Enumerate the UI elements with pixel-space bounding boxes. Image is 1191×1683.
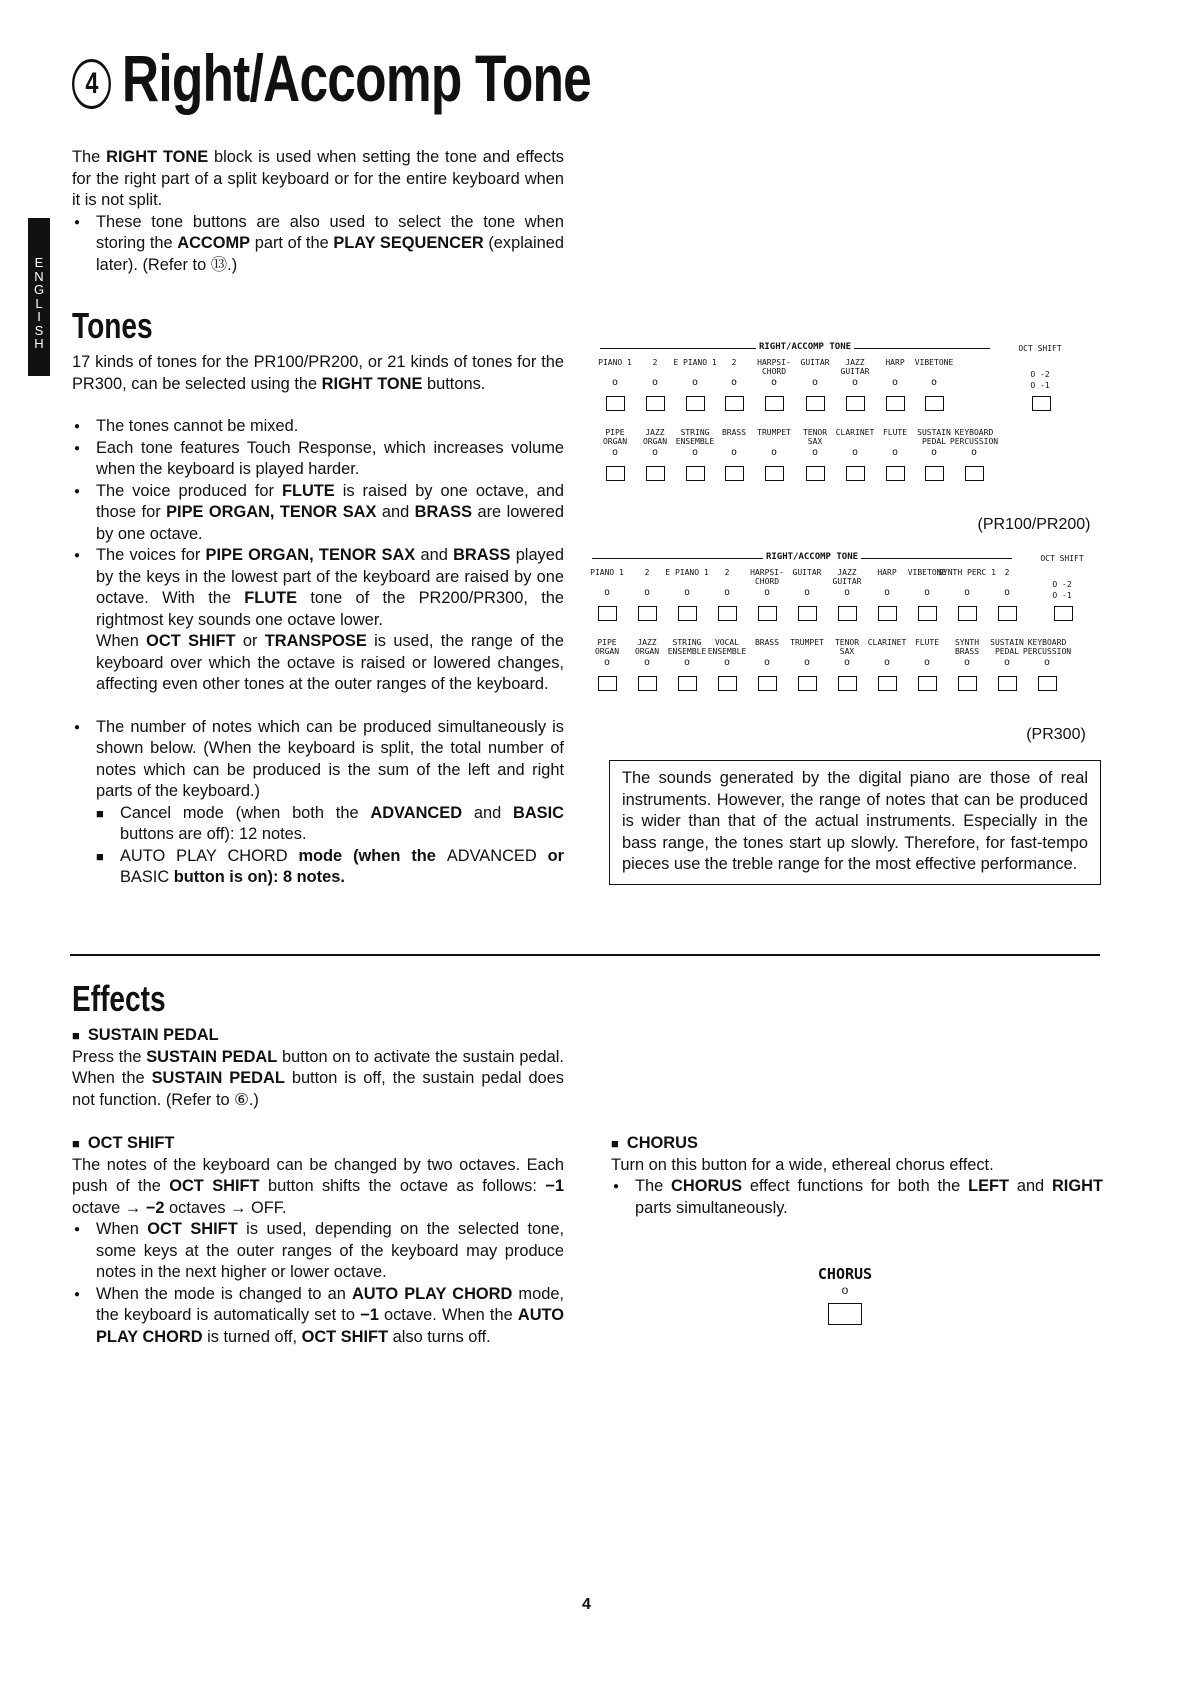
tone-button[interactable]: [838, 676, 857, 691]
tone-label: CLARINET: [867, 638, 907, 647]
tone-label: TRUMPET: [757, 428, 791, 437]
tones-bullet: ● The voice produced for FLUTE is raised by one octave, and those for PIPE ORGAN, TENOR SAX and BRASS are lowered by one octave.: [72, 481, 564, 546]
sustain-text: Press the SUSTAIN PEDAL button on to activate the sustain pedal. When the SUSTAIN PEDAL button is off, the sustain pedal does not function. (Refer to ⑥.): [72, 1047, 564, 1109]
tone-label: HARP: [885, 358, 905, 367]
tone-label: VIBETONE: [907, 568, 947, 577]
tone-label: SUSTAIN PEDAL: [917, 428, 951, 446]
tone-button[interactable]: [878, 676, 897, 691]
tone-led: o: [612, 447, 619, 458]
tone-button[interactable]: [606, 396, 625, 411]
tone-label: STRING ENSEMBLE: [675, 428, 715, 446]
tone-led: o: [771, 377, 778, 388]
sustain-section: [72, 1025, 564, 1111]
tone-label: VIBETONE: [914, 358, 954, 367]
tone-led: o: [812, 447, 819, 458]
tone-led: o: [884, 587, 891, 598]
tone-label: HARP: [877, 568, 897, 577]
tones-bullet: ● The tones cannot be mixed.: [72, 416, 564, 438]
tone-led: o: [692, 447, 699, 458]
tone-button[interactable]: [806, 396, 825, 411]
chorus-button[interactable]: [828, 1303, 862, 1325]
tone-label: HARPSI- CHORD: [750, 568, 784, 586]
tone-led: o: [804, 657, 811, 668]
tone-label: TENOR SAX: [834, 638, 860, 656]
tone-button[interactable]: [725, 466, 744, 481]
tone-label: 2: [652, 358, 658, 367]
tone-label: PIANO 1: [590, 568, 624, 577]
tone-label: SYNTH BRASS: [954, 638, 980, 656]
tones-bullet: ● The voices for PIPE ORGAN, TENOR SAX and BRASS played by the keys in the lowest part of the keyboard are raised by one octave. With the FLUTE tone of the PR200/PR300, the rightmost key sounds one octave lower.: [72, 545, 564, 631]
tone-button[interactable]: [725, 396, 744, 411]
tone-led: o: [684, 587, 691, 598]
tone-label: FLUTE: [914, 638, 940, 647]
tone-label: PIANO 1: [598, 358, 632, 367]
tone-button[interactable]: [846, 466, 865, 481]
chorus-panel: [800, 1265, 890, 1330]
chorus-section: [611, 1133, 1103, 1219]
language-tab: [28, 218, 50, 376]
tone-button[interactable]: [838, 606, 857, 621]
tone-label: KEYBOARD PERCUSSION: [949, 428, 999, 446]
tone-button[interactable]: [886, 466, 905, 481]
effects-heading: Effects: [72, 978, 166, 1019]
section-divider: [70, 954, 1100, 956]
oct-level: O -2: [1030, 370, 1050, 379]
tones-paragraph: 17 kinds of tones for the PR100/PR200, or 21 kinds of tones for the PR300, can be selected using the RIGHT TONE buttons.: [72, 353, 564, 393]
tone-led: o: [684, 657, 691, 668]
intro-bullet: ● These tone buttons are also used to select the tone when storing the ACCOMP part of the PLAY SEQUENCER (explained later). (Refer to ⑬.): [72, 212, 564, 277]
sidebar-letter: S: [34, 322, 44, 338]
oct-text: The notes of the keyboard can be changed by two octaves. Each push of the OCT SHIFT button shifts the octave as follows: −1 octave → −2 octaves → OFF.: [72, 1155, 564, 1217]
tones-text: [72, 352, 564, 889]
panel-header: RIGHT/ACCOMP TONE: [763, 553, 861, 562]
tone-label: GUITAR: [800, 358, 830, 367]
tone-button[interactable]: [918, 606, 937, 621]
tone-button[interactable]: [646, 396, 665, 411]
tone-led: o: [892, 377, 899, 388]
tone-led: o: [892, 447, 899, 458]
tone-led: o: [604, 657, 611, 668]
tone-button[interactable]: [958, 606, 977, 621]
panel-header: RIGHT/ACCOMP TONE: [756, 343, 854, 352]
tone-label: JAZZ GUITAR: [840, 358, 870, 376]
notes-bullet: ● The number of notes which can be produced simultaneously is shown below. (When the keyboard is split, the total number of notes which can be produced is the sum of the left and right parts of the keyboard.): [72, 717, 564, 803]
tone-button[interactable]: [638, 676, 657, 691]
tone-led: o: [1004, 587, 1011, 598]
tone-led: o: [731, 377, 738, 388]
tone-label: PIPE ORGAN: [594, 638, 620, 656]
sidebar-letter: L: [35, 295, 43, 311]
tone-led: o: [1004, 657, 1011, 668]
tone-label: BRASS: [721, 428, 747, 437]
tone-button[interactable]: [998, 606, 1017, 621]
tone-button[interactable]: [846, 396, 865, 411]
tone-button[interactable]: [606, 466, 625, 481]
sidebar-letter: G: [33, 282, 45, 297]
oct-shift-label: OCT SHIFT: [1040, 554, 1084, 563]
sidebar-letter: I: [37, 309, 41, 324]
tone-button[interactable]: [718, 606, 737, 621]
tone-led: o: [724, 657, 731, 668]
tone-led: o: [964, 657, 971, 668]
tone-label: JAZZ GUITAR: [832, 568, 862, 586]
oct-level: O -1: [1030, 381, 1050, 390]
tone-led: o: [812, 377, 819, 388]
chorus-bullet: ● The CHORUS effect functions for both the LEFT and RIGHT parts simultaneously.: [611, 1176, 1103, 1219]
tone-led: o: [644, 657, 651, 668]
tone-led: o: [852, 447, 859, 458]
tone-led: o: [844, 657, 851, 668]
tone-button[interactable]: [758, 606, 777, 621]
tone-led: o: [931, 377, 938, 388]
tone-label: SYNTH PERC 1: [938, 568, 996, 577]
panel-pr300: [592, 550, 1092, 750]
tone-label: JAZZ ORGAN: [634, 638, 660, 656]
tone-led: o: [644, 587, 651, 598]
oct-bullet-1: ● When OCT SHIFT is used, depending on the selected tone, some keys at the outer ranges of the keyboard may produce notes in the next higher or lower octave.: [72, 1219, 564, 1284]
tone-button[interactable]: [998, 676, 1017, 691]
tone-button[interactable]: [918, 676, 937, 691]
tone-button[interactable]: [758, 676, 777, 691]
tone-button[interactable]: [925, 396, 944, 411]
tone-led: o: [764, 657, 771, 668]
intro-paragraph: The RIGHT TONE block is used when setting the tone and effects for the right part of a split keyboard or for the entire keyboard when it is not split.: [72, 148, 564, 209]
tone-button[interactable]: [686, 396, 705, 411]
oct-shift-button[interactable]: [1054, 606, 1073, 621]
chorus-led: o: [841, 1283, 849, 1297]
panel-caption: (PR300): [1026, 726, 1086, 743]
note-box: The sounds generated by the digital piano are those of real instruments. However, the range of notes that can be produced is wider than that of the actual instruments. Especially in the bass range, the tones start up slowly. Therefore, for fast-tempo pieces use the treble range for the most effective performance.: [609, 760, 1101, 885]
tone-label: BRASS: [754, 638, 780, 647]
tone-label: FLUTE: [882, 428, 908, 437]
tone-label: 2: [1004, 568, 1010, 577]
tone-button[interactable]: [765, 466, 784, 481]
tones-bullet: When OCT SHIFT or TRANSPOSE is used, the range of the keyboard over which the octave is raised or lowered changes, affecting even other tones at the outer ranges of the keyboard.: [96, 632, 565, 693]
tone-led: o: [964, 587, 971, 598]
cancel-mode-item: ■ Cancel mode (when both the ADVANCED and BASIC buttons are off): 12 notes.: [96, 803, 564, 846]
tones-bullet: ● Each tone features Touch Response, which increases volume when the keyboard is played harder.: [72, 438, 564, 481]
tone-button[interactable]: [1038, 676, 1057, 691]
tone-label: TENOR SAX: [802, 428, 828, 446]
sidebar-letter: E: [34, 255, 44, 270]
tone-led: o: [731, 447, 738, 458]
tone-label: STRING ENSEMBLE: [667, 638, 707, 656]
tone-button[interactable]: [925, 466, 944, 481]
tone-label: E PIANO 1: [665, 568, 709, 577]
tones-bullets: [72, 416, 564, 696]
tone-button[interactable]: [678, 606, 697, 621]
sidebar-letter: N: [34, 268, 44, 284]
oct-shift-button[interactable]: [1032, 396, 1051, 411]
tone-button[interactable]: [886, 396, 905, 411]
sidebar-letter: H: [34, 336, 44, 351]
tone-led: o: [804, 587, 811, 598]
tone-button[interactable]: [798, 676, 817, 691]
tone-led: o: [771, 447, 778, 458]
tone-led: o: [931, 447, 938, 458]
tone-button[interactable]: [646, 466, 665, 481]
tone-label: CLARINET: [835, 428, 875, 437]
tone-label: 2: [644, 568, 650, 577]
tone-led: o: [852, 377, 859, 388]
page-title: [72, 40, 591, 116]
tone-led: o: [652, 447, 659, 458]
tone-label: 2: [724, 568, 730, 577]
tone-button[interactable]: [678, 676, 697, 691]
oct-heading: ■ OCT SHIFT: [72, 1133, 564, 1155]
tone-label: TRUMPET: [790, 638, 824, 647]
chorus-text: Turn on this button for a wide, ethereal chorus effect.: [611, 1155, 994, 1174]
tone-led: o: [724, 587, 731, 598]
section-number: 4: [72, 59, 111, 109]
auto-play-item: ■ AUTO PLAY CHORD mode (when the ADVANCED or BASIC button is on): 8 notes.: [96, 846, 564, 889]
tone-label: GUITAR: [792, 568, 822, 577]
chorus-label: CHORUS: [817, 1265, 873, 1283]
tone-led: o: [764, 587, 771, 598]
panel-pr100-pr200: [598, 340, 1091, 545]
chorus-heading: ■ CHORUS: [611, 1133, 1103, 1155]
oct-shift-label: OCT SHIFT: [1018, 344, 1062, 353]
oct-level: O -2: [1052, 580, 1072, 589]
oct-section: [72, 1133, 564, 1348]
tone-label: KEYBOARD PERCUSSION: [1022, 638, 1072, 656]
tone-button[interactable]: [958, 676, 977, 691]
tone-led: o: [924, 587, 931, 598]
tone-button[interactable]: [598, 676, 617, 691]
panel-caption: (PR100/PR200): [977, 516, 1091, 533]
tone-led: o: [1044, 657, 1051, 668]
tone-label: PIPE ORGAN: [602, 428, 628, 446]
tone-button[interactable]: [965, 466, 984, 481]
tone-label: VOCAL ENSEMBLE: [707, 638, 747, 656]
tone-button[interactable]: [686, 466, 705, 481]
tone-button[interactable]: [765, 396, 784, 411]
tone-label: E PIANO 1: [673, 358, 717, 367]
oct-bullet-2: ● When the mode is changed to an AUTO PLAY CHORD mode, the keyboard is automatically set to −1 octave. When the AUTO PLAY CHORD is turned off, OCT SHIFT also turns off.: [72, 1284, 564, 1349]
tone-led: o: [604, 587, 611, 598]
tone-button[interactable]: [878, 606, 897, 621]
tone-button[interactable]: [806, 466, 825, 481]
tone-button[interactable]: [638, 606, 657, 621]
tone-label: 2: [731, 358, 737, 367]
tone-led: o: [652, 377, 659, 388]
tone-label: JAZZ ORGAN: [642, 428, 668, 446]
tone-label: SUSTAIN PEDAL: [990, 638, 1024, 656]
tones-heading: Tones: [72, 305, 153, 346]
tone-led: o: [692, 377, 699, 388]
tone-button[interactable]: [718, 676, 737, 691]
oct-level: O -1: [1052, 591, 1072, 600]
tone-label: HARPSI- CHORD: [757, 358, 791, 376]
tone-led: o: [971, 447, 978, 458]
tone-led: o: [612, 377, 619, 388]
tone-led: o: [924, 657, 931, 668]
tone-button[interactable]: [598, 606, 617, 621]
tone-led: o: [884, 657, 891, 668]
title-text: Right/Accomp Tone: [121, 41, 592, 115]
tone-button[interactable]: [798, 606, 817, 621]
tone-led: o: [844, 587, 851, 598]
intro-text: [72, 147, 564, 276]
sustain-heading: ■ SUSTAIN PEDAL: [72, 1025, 564, 1047]
page-number: 4: [582, 1596, 591, 1613]
